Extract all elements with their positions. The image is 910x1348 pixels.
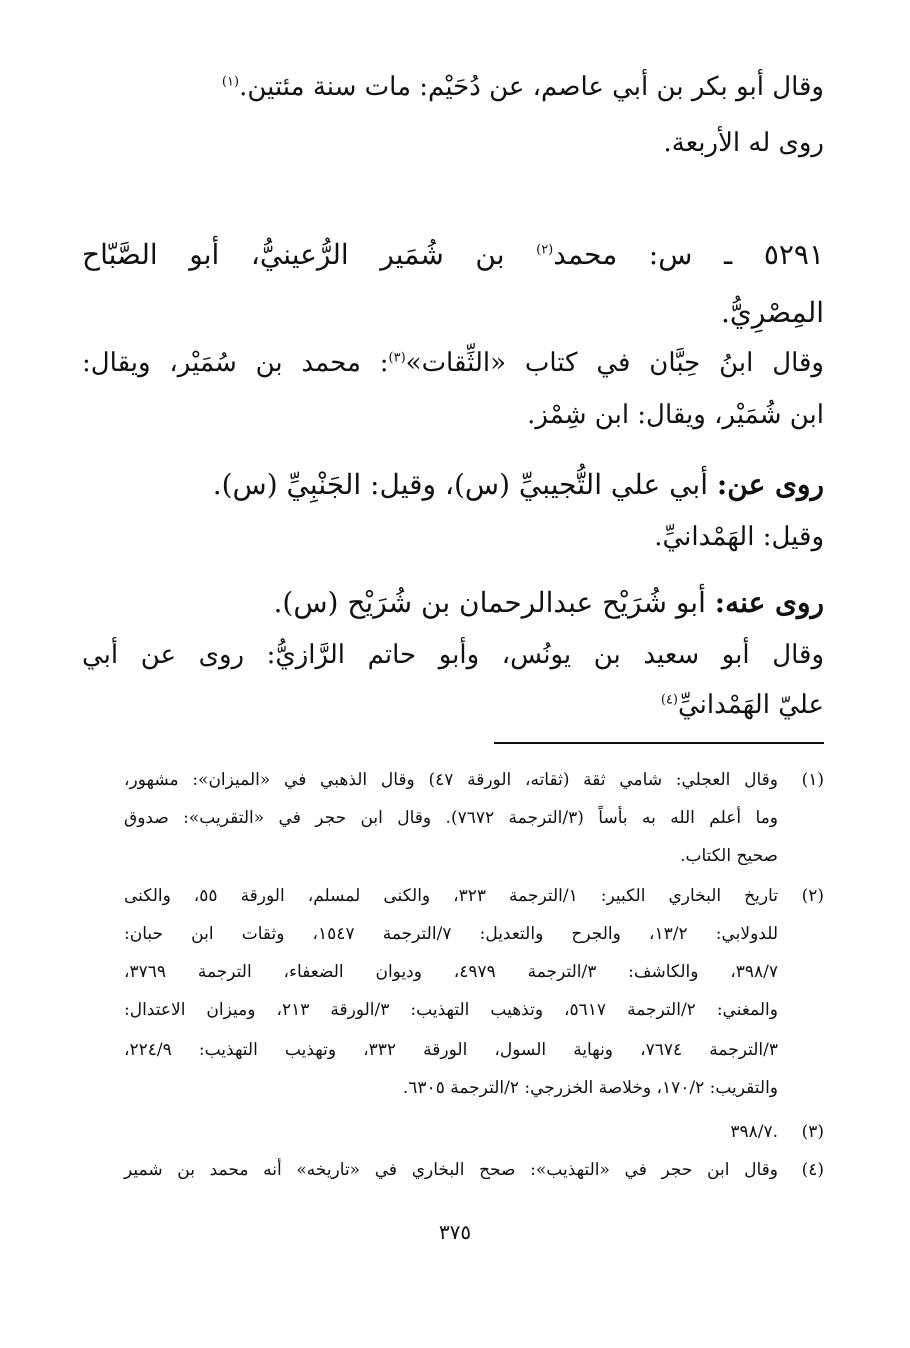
- footnote-ref-4: (٤): [660, 692, 678, 708]
- footnote-2-line-1: تاريخ البخاري الكبير: ١/الترجمة ٣٢٣، والكنى لمسلم، الورقة ٥٥، والكنى: [124, 886, 778, 906]
- text-run: : محمد بن سُمَيْر، ويقال:: [82, 348, 389, 378]
- footnote-1-line-1: وقال العجلي: شامي ثقة (ثقاته، الورقة ٤٧) وقال الذهبي في «الميزان»: مشهور،: [124, 770, 778, 790]
- text-run: وقال أبو سعيد بن يونُس، وأبو حاتم الرَّازيُّ: روى عن أبي: [82, 640, 824, 670]
- text-run: وقيل: الهَمْدانيِّ.: [654, 522, 824, 552]
- footnote-ref-2: (٢): [536, 242, 554, 258]
- footnote-3-line-1: ٣٩٨/٧.: [730, 1122, 778, 1142]
- page-number: ٣٧٥: [438, 1220, 472, 1244]
- entry-name-rest: بن شُمَير الرُّعينيُّ، أبو الصَّبّاح: [82, 238, 505, 271]
- entry-heading: [82, 238, 824, 271]
- text-run: وقال أبو بكر بن أبي عاصم، عن دُحَيْم: مات سنة مئتين.: [239, 72, 824, 102]
- narrated-from-text: أبي علي التُّجيبيِّ (س)، وقيل: الجَنْبِيِّ (س).: [212, 468, 709, 501]
- body-paragraph-2-cont: [82, 400, 824, 430]
- narrated-by: [82, 586, 824, 619]
- narrated-from-label: روى عن:: [716, 468, 824, 501]
- footnote-2-line-3: ٣٩٨/٧، والكاشف: ٣/الترجمة ٤٩٧٩، وديوان الضعفاء، الترجمة ٣٧٦٩،: [124, 962, 778, 982]
- footnote-number: (٣): [801, 1122, 824, 1142]
- body-line-1: [82, 72, 824, 102]
- footnote-ref-1: (١): [221, 74, 240, 90]
- footnote-number: (٢): [801, 886, 824, 906]
- body-line-2: [82, 128, 824, 158]
- narrated-by-text: أبو شُرَيْح عبدالرحمان بن شُرَيْح (س).: [273, 586, 706, 619]
- footnote-1-line-3: صحيح الكتاب.: [680, 846, 778, 866]
- footnote-2-line-5: ٣/الترجمة ٧٦٧٤، ونهاية السول، الورقة ٣٣٢، وتهذيب التهذيب: ٢٢٤/٩،: [124, 1040, 778, 1060]
- text-run: المِصْرِيُّ.: [720, 296, 824, 329]
- footnote-4-line-1: وقال ابن حجر في «التهذيب»: صحح البخاري في «تاريخه» أنه محمد بن شمير: [124, 1160, 778, 1180]
- body-paragraph-3: [82, 640, 824, 670]
- footnote-2-line-4: والمغني: ٢/الترجمة ٥٦١٧، وتذهيب التهذيب: ٣/الورقة ٢١٣، وميزان الاعتدال:: [124, 1000, 778, 1020]
- footnote-number: (٤): [801, 1160, 824, 1180]
- narrated-from: [82, 468, 824, 501]
- entry-heading-cont: [82, 296, 824, 329]
- narrated-from-cont: [82, 522, 824, 552]
- footnote-separator: [494, 742, 824, 744]
- footnote-2-line-2: للدولابي: ١٣/٢، والجرح والتعديل: ٧/الترجمة ١٥٤٧، وثقات ابن حبان:: [124, 924, 779, 944]
- footnote-2-line-6: والتقريب: ١٧٠/٢، وخلاصة الخزرجي: ٢/الترجمة ٦٣٠٥.: [402, 1078, 778, 1098]
- narrated-by-label: روى عنه:: [714, 586, 824, 619]
- body-paragraph-3-cont: [82, 690, 824, 720]
- footnote-1-line-2: وما أعلم الله به بأساً (٣/الترجمة ٧٦٧٢). وقال ابن حجر في «التقريب»: صدوق: [124, 808, 779, 828]
- entry-number-name: ٥٢٩١ ـ س: محمد: [553, 238, 824, 271]
- footnote-ref-3: (٣): [388, 350, 406, 366]
- footnote-number: (١): [801, 770, 824, 790]
- body-paragraph-2: [82, 348, 824, 378]
- text-run: روى له الأربعة.: [663, 128, 824, 158]
- text-run: ابن شُمَيْر، ويقال: ابن شِمْز.: [527, 400, 824, 430]
- text-run: عليّ الهَمْدانيِّ: [678, 690, 824, 720]
- text-run: وقال ابنُ حِبَّان في كتاب «الثِّقات»: [405, 348, 824, 378]
